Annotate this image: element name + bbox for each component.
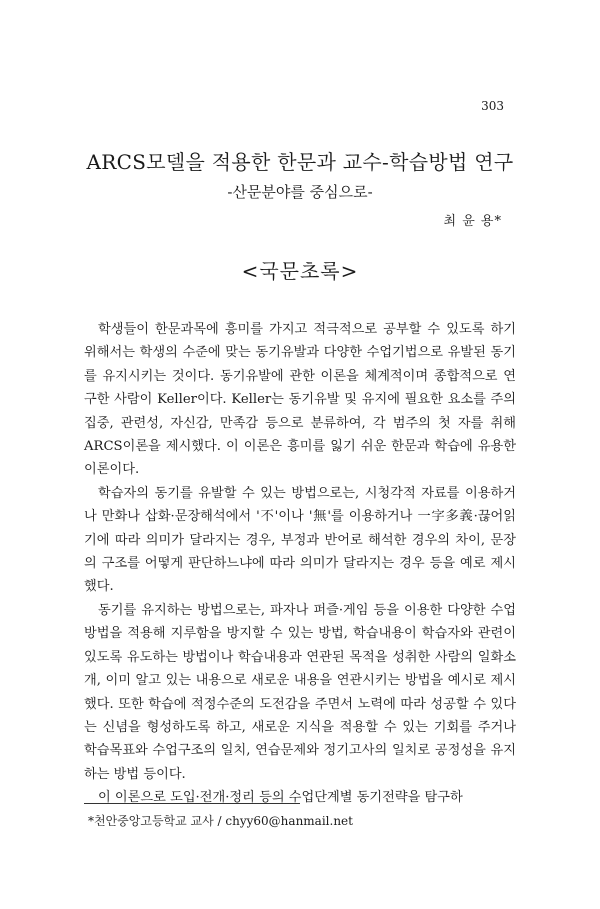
footnote-divider [84,803,300,804]
paper-title: ARCS모델을 적용한 한문과 교수-학습방법 연구 [86,150,514,174]
author-name: 최 윤 용* [443,214,502,229]
abstract-body [84,318,516,810]
abstract-paragraph: 동기를 유지하는 방법으로는, 파자나 퍼즐·게임 등을 이용한 다양한 수업방법을 적용해 지루함을 방지할 수 있는 방법, 학습내용이 학습자와 관련이 있도록 유도하는 방법이나 학습내용과 연관된 목적을 성취한 사람의 일화소개, 이미 알고 있는 내용으로 새로운 내용을 연관시키는 방법을 예시로 제시했다. 또한 학습에 적정수준의 도전감을 주면서 노력에 따라 성공할 수 있다는 신념을 형성하도록 하고, 새로운 지식을 적용할 수 있는 기회를 주거나 학습목표와 수업구조의 일치, 연습문제와 정기고사의 일치로 공정성을 유지하는 방법 등이다. [84,602,516,782]
abstract-paragraph: 학습자의 동기를 유발할 수 있는 방법으로는, 시청각적 자료를 이용하거나 만화나 삽화·문장해석에서 '不'이나 '無'를 이용하거나 一字多義·끊어읽기에 따라 의미가 달라지는 경우, 부정과 반어로 해석한 경우의 차이, 문장의 구조를 어떻게 판단하느냐에 따라 의미가 달라지는 경우 등을 예로 제시했다. [84,485,516,595]
page-number: 303 [481,99,504,113]
abstract-heading: <국문초록> [241,259,359,283]
abstract-paragraph: 학생들이 한문과목에 흥미를 가지고 적극적으로 공부할 수 있도록 하기 위해서는 학생의 수준에 맞는 동기유발과 다양한 수업기법으로 유발된 동기를 유지시키는 것이다. 동기유발에 관한 이론을 체계적이며 종합적으로 연구한 사람이 Keller이다. Keller는 동기유발 및 유지에 필요한 요소를 주의집중, 관련성, 자신감, 만족감 등으로 분류하여, 각 범주의 첫 자를 취해 ARCS이론을 제시했다. 이 이론은 흥미를 잃기 쉬운 한문과 학습에 유용한 이론이다. [84,322,516,478]
abstract-paragraph: 이 이론으로 도입·전개·정리 등의 수업단계별 동기전략을 탐구하 [98,790,463,806]
footnote: *천안중앙고등학교 교사 / chyy60@hanmail.net [88,814,353,828]
paper-subtitle: -산문분야를 중심으로- [227,183,373,201]
